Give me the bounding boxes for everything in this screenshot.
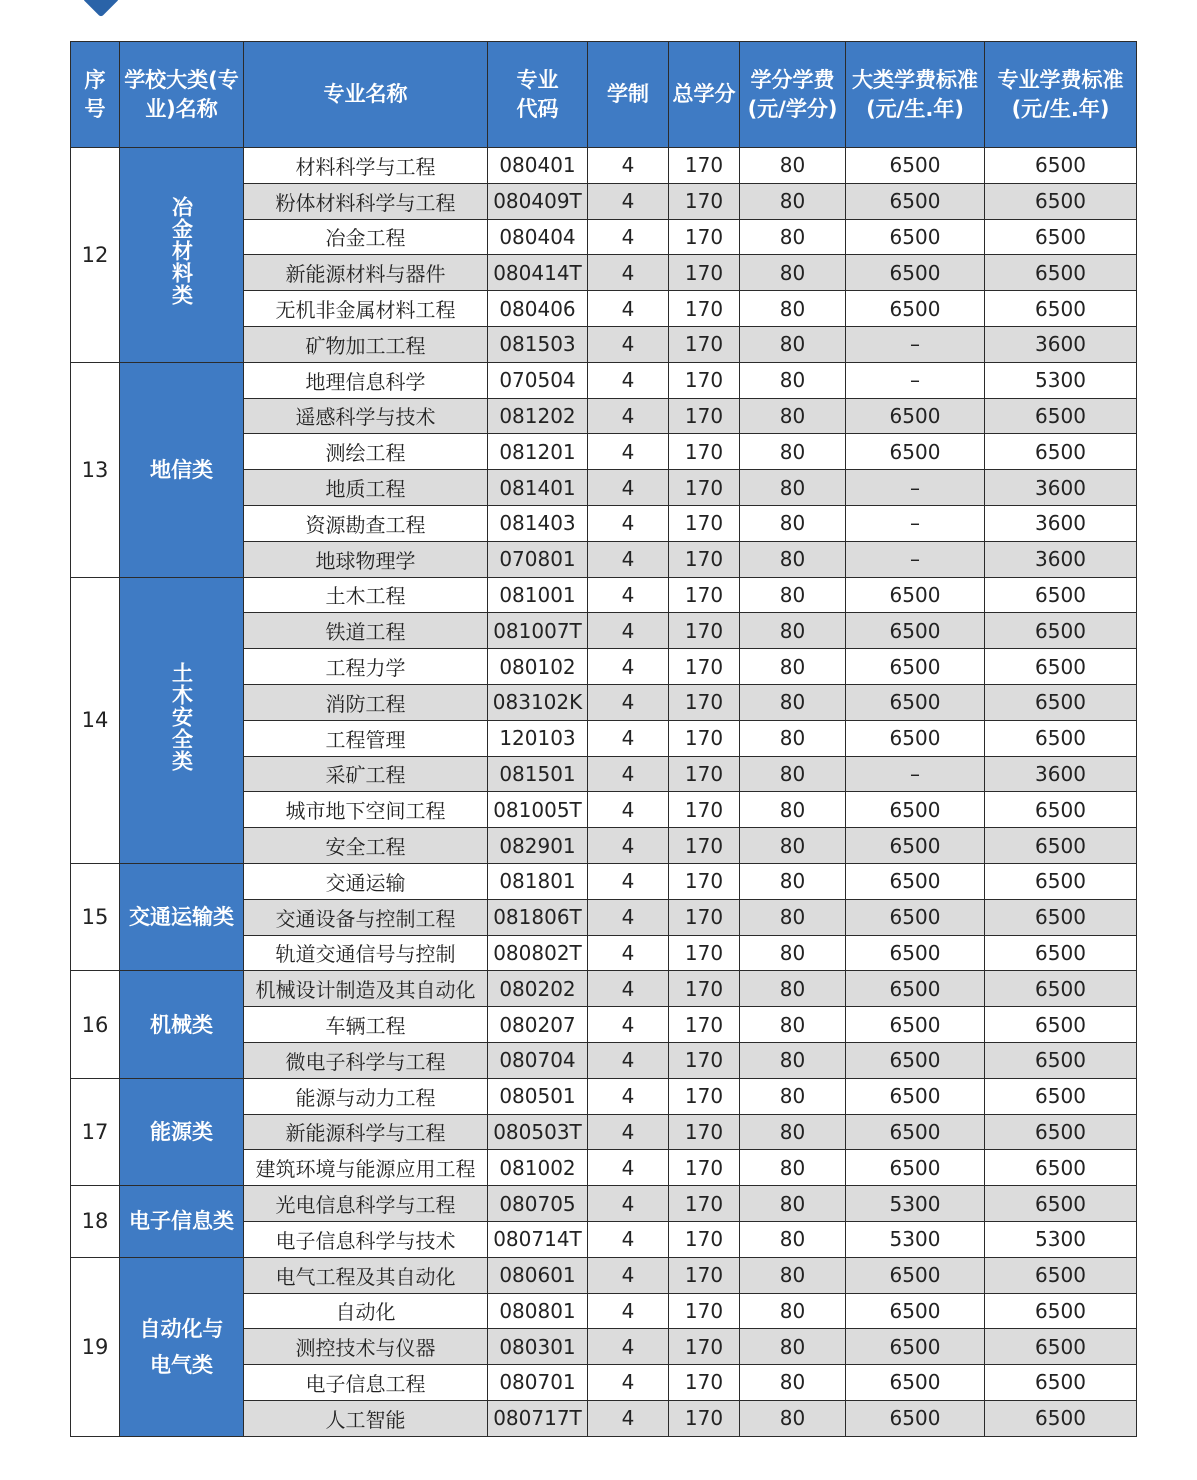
- cell-credit-fee: 80: [740, 362, 846, 398]
- cell-major-fee: 5300: [985, 1221, 1137, 1257]
- cell-duration: 4: [588, 1150, 669, 1186]
- cell-total-credits: 170: [669, 541, 740, 577]
- cell-major-fee: 3600: [985, 541, 1137, 577]
- cell-total-credits: 170: [669, 1293, 740, 1329]
- cell-major-code: 081806T: [488, 899, 588, 935]
- cell-credit-fee: 80: [740, 1400, 846, 1436]
- cell-major-fee: 6500: [985, 1042, 1137, 1078]
- cell-credit-fee: 80: [740, 1078, 846, 1114]
- cell-major-code: 081503: [488, 326, 588, 362]
- cell-major-fee: 6500: [985, 720, 1137, 756]
- header-category-fee: 大类学费标准(元/生.年): [846, 42, 985, 148]
- cell-major-code: 082901: [488, 828, 588, 864]
- cell-major-code: 080705: [488, 1186, 588, 1222]
- group-index: 18: [71, 1186, 120, 1258]
- cell-major-code: 081401: [488, 470, 588, 506]
- cell-major-fee: 6500: [985, 148, 1137, 184]
- cell-major-fee: 6500: [985, 1365, 1137, 1401]
- cell-major-name: 光电信息科学与工程: [244, 1186, 488, 1222]
- cell-category-fee: 6500: [846, 148, 985, 184]
- cell-credit-fee: 80: [740, 720, 846, 756]
- cell-category-fee: 6500: [846, 1042, 985, 1078]
- group-index: 16: [71, 971, 120, 1078]
- table-row: [71, 1257, 1137, 1293]
- cell-major-fee: 6500: [985, 1293, 1137, 1329]
- cell-total-credits: 170: [669, 899, 740, 935]
- cell-major-code: 081202: [488, 398, 588, 434]
- group-category-label: 地信类: [150, 457, 213, 482]
- cell-duration: 4: [588, 1329, 669, 1365]
- cell-total-credits: 170: [669, 434, 740, 470]
- cell-major-code: 080414T: [488, 255, 588, 291]
- cell-category-fee: 6500: [846, 255, 985, 291]
- table-row: [71, 1078, 1137, 1114]
- cell-total-credits: 170: [669, 756, 740, 792]
- cell-total-credits: 170: [669, 470, 740, 506]
- cell-major-code: 080802T: [488, 935, 588, 971]
- cell-major-code: 081001: [488, 577, 588, 613]
- group-index: 12: [71, 148, 120, 363]
- cell-major-fee: 3600: [985, 326, 1137, 362]
- cell-duration: 4: [588, 398, 669, 434]
- group-category: [120, 1257, 244, 1436]
- cell-major-name: 轨道交通信号与控制: [244, 935, 488, 971]
- cell-major-name: 测控技术与仪器: [244, 1329, 488, 1365]
- cell-credit-fee: 80: [740, 792, 846, 828]
- cell-major-name: 地理信息科学: [244, 362, 488, 398]
- cell-major-code: 080202: [488, 971, 588, 1007]
- cell-duration: 4: [588, 1078, 669, 1114]
- cell-category-fee: 5300: [846, 1221, 985, 1257]
- cell-major-code: 081005T: [488, 792, 588, 828]
- group-index: 17: [71, 1078, 120, 1185]
- table-row: [71, 148, 1137, 184]
- cell-major-code: 081801: [488, 863, 588, 899]
- cell-major-code: 080404: [488, 219, 588, 255]
- cell-total-credits: 170: [669, 720, 740, 756]
- cell-credit-fee: 80: [740, 828, 846, 864]
- cell-major-name: 建筑环境与能源应用工程: [244, 1150, 488, 1186]
- cell-category-fee: 6500: [846, 649, 985, 685]
- group-category-label: 机械类: [150, 1012, 213, 1037]
- cell-credit-fee: 80: [740, 148, 846, 184]
- cell-major-code: 083102K: [488, 684, 588, 720]
- cell-major-fee: 6500: [985, 613, 1137, 649]
- cell-total-credits: 170: [669, 863, 740, 899]
- cell-total-credits: 170: [669, 183, 740, 219]
- cell-category-fee: 6500: [846, 1293, 985, 1329]
- cell-major-fee: 6500: [985, 1078, 1137, 1114]
- cell-category-fee: 6500: [846, 219, 985, 255]
- cell-major-name: 工程管理: [244, 720, 488, 756]
- header-total-credits: 总学分: [669, 42, 740, 148]
- cell-major-name: 冶金工程: [244, 219, 488, 255]
- table-row: [71, 863, 1137, 899]
- group-category-label: 交通运输类: [129, 905, 234, 930]
- cell-category-fee: 6500: [846, 792, 985, 828]
- cell-category-fee: 6500: [846, 1257, 985, 1293]
- header-major-fee: 专业学费标准(元/生.年): [985, 42, 1137, 148]
- cell-total-credits: 170: [669, 1329, 740, 1365]
- cell-major-name: 城市地下空间工程: [244, 792, 488, 828]
- cell-category-fee: 6500: [846, 1329, 985, 1365]
- cell-major-fee: 6500: [985, 828, 1137, 864]
- cell-major-code: 070504: [488, 362, 588, 398]
- cell-total-credits: 170: [669, 326, 740, 362]
- cell-total-credits: 170: [669, 291, 740, 327]
- cell-major-name: 无机非金属材料工程: [244, 291, 488, 327]
- cell-credit-fee: 80: [740, 434, 846, 470]
- group-category-label: 能源类: [150, 1119, 213, 1144]
- corner-logo-mark: [83, 0, 120, 17]
- cell-duration: 4: [588, 684, 669, 720]
- cell-credit-fee: 80: [740, 326, 846, 362]
- cell-category-fee: 6500: [846, 1400, 985, 1436]
- cell-duration: 4: [588, 470, 669, 506]
- cell-major-code: 080301: [488, 1329, 588, 1365]
- cell-total-credits: 170: [669, 219, 740, 255]
- table-row: [71, 971, 1137, 1007]
- cell-category-fee: 6500: [846, 828, 985, 864]
- cell-credit-fee: 80: [740, 183, 846, 219]
- cell-major-name: 土木工程: [244, 577, 488, 613]
- cell-credit-fee: 80: [740, 1150, 846, 1186]
- cell-major-code: 081501: [488, 756, 588, 792]
- cell-category-fee: –: [846, 541, 985, 577]
- header-major-code: 专业代码: [488, 42, 588, 148]
- cell-major-fee: 6500: [985, 792, 1137, 828]
- cell-total-credits: 170: [669, 1365, 740, 1401]
- table-row: [71, 362, 1137, 398]
- cell-major-code: 081002: [488, 1150, 588, 1186]
- cell-duration: 4: [588, 291, 669, 327]
- cell-credit-fee: 80: [740, 1114, 846, 1150]
- cell-credit-fee: 80: [740, 577, 846, 613]
- cell-total-credits: 170: [669, 649, 740, 685]
- cell-category-fee: 6500: [846, 1007, 985, 1043]
- cell-total-credits: 170: [669, 398, 740, 434]
- cell-major-fee: 3600: [985, 505, 1137, 541]
- group-category: [120, 1186, 244, 1258]
- cell-duration: 4: [588, 1042, 669, 1078]
- cell-major-name: 测绘工程: [244, 434, 488, 470]
- group-category: [120, 362, 244, 577]
- cell-credit-fee: 80: [740, 649, 846, 685]
- cell-duration: 4: [588, 1293, 669, 1329]
- cell-major-code: 120103: [488, 720, 588, 756]
- header-major-name: 专业名称: [244, 42, 488, 148]
- cell-duration: 4: [588, 1257, 669, 1293]
- cell-total-credits: 170: [669, 362, 740, 398]
- cell-total-credits: 170: [669, 1007, 740, 1043]
- cell-duration: 4: [588, 613, 669, 649]
- cell-major-name: 新能源科学与工程: [244, 1114, 488, 1150]
- cell-major-code: 080401: [488, 148, 588, 184]
- cell-major-name: 资源勘查工程: [244, 505, 488, 541]
- cell-total-credits: 170: [669, 792, 740, 828]
- group-index: 19: [71, 1257, 120, 1436]
- group-category-label: 电子信息类: [129, 1209, 234, 1234]
- cell-major-name: 能源与动力工程: [244, 1078, 488, 1114]
- cell-category-fee: 6500: [846, 1365, 985, 1401]
- cell-major-name: 机械设计制造及其自动化: [244, 971, 488, 1007]
- cell-major-code: 080714T: [488, 1221, 588, 1257]
- cell-credit-fee: 80: [740, 255, 846, 291]
- cell-major-name: 微电子科学与工程: [244, 1042, 488, 1078]
- header-category: 学校大类(专业)名称: [120, 42, 244, 148]
- cell-duration: 4: [588, 935, 669, 971]
- header-duration: 学制: [588, 42, 669, 148]
- cell-duration: 4: [588, 577, 669, 613]
- cell-duration: 4: [588, 1400, 669, 1436]
- cell-credit-fee: 80: [740, 899, 846, 935]
- cell-major-fee: 6500: [985, 398, 1137, 434]
- cell-major-fee: 6500: [985, 935, 1137, 971]
- header-credit-fee: 学分学费(元/学分): [740, 42, 846, 148]
- cell-total-credits: 170: [669, 1042, 740, 1078]
- table-body: [71, 148, 1137, 1437]
- cell-duration: 4: [588, 1221, 669, 1257]
- cell-major-name: 粉体材料科学与工程: [244, 183, 488, 219]
- cell-major-fee: 6500: [985, 1186, 1137, 1222]
- cell-major-name: 人工智能: [244, 1400, 488, 1436]
- cell-major-code: 070801: [488, 541, 588, 577]
- cell-category-fee: 6500: [846, 1114, 985, 1150]
- cell-category-fee: 6500: [846, 613, 985, 649]
- group-category-label: 冶金材料类: [169, 196, 194, 307]
- cell-category-fee: –: [846, 756, 985, 792]
- cell-credit-fee: 80: [740, 756, 846, 792]
- cell-major-name: 交通运输: [244, 863, 488, 899]
- cell-major-code: 080701: [488, 1365, 588, 1401]
- cell-credit-fee: 80: [740, 1221, 846, 1257]
- cell-credit-fee: 80: [740, 1007, 846, 1043]
- cell-major-name: 地质工程: [244, 470, 488, 506]
- cell-major-fee: 6500: [985, 649, 1137, 685]
- group-category: [120, 1078, 244, 1185]
- cell-category-fee: –: [846, 362, 985, 398]
- cell-duration: 4: [588, 863, 669, 899]
- cell-major-fee: 6500: [985, 863, 1137, 899]
- cell-major-name: 铁道工程: [244, 613, 488, 649]
- cell-duration: 4: [588, 326, 669, 362]
- cell-total-credits: 170: [669, 935, 740, 971]
- cell-major-code: 080207: [488, 1007, 588, 1043]
- cell-category-fee: 5300: [846, 1186, 985, 1222]
- cell-total-credits: 170: [669, 1186, 740, 1222]
- group-index: 14: [71, 577, 120, 863]
- cell-credit-fee: 80: [740, 219, 846, 255]
- cell-category-fee: 6500: [846, 398, 985, 434]
- cell-category-fee: 6500: [846, 434, 985, 470]
- cell-major-name: 工程力学: [244, 649, 488, 685]
- cell-duration: 4: [588, 541, 669, 577]
- cell-major-name: 电子信息工程: [244, 1365, 488, 1401]
- cell-major-name: 电子信息科学与技术: [244, 1221, 488, 1257]
- cell-major-code: 080601: [488, 1257, 588, 1293]
- cell-major-fee: 3600: [985, 470, 1137, 506]
- group-category: [120, 971, 244, 1078]
- cell-major-fee: 6500: [985, 971, 1137, 1007]
- cell-credit-fee: 80: [740, 1257, 846, 1293]
- cell-total-credits: 170: [669, 148, 740, 184]
- cell-major-code: 080717T: [488, 1400, 588, 1436]
- cell-duration: 4: [588, 1186, 669, 1222]
- cell-major-name: 遥感科学与技术: [244, 398, 488, 434]
- cell-major-name: 新能源材料与器件: [244, 255, 488, 291]
- cell-credit-fee: 80: [740, 541, 846, 577]
- cell-category-fee: 6500: [846, 577, 985, 613]
- tuition-table: [70, 41, 1137, 1437]
- header-index: 序号: [71, 42, 120, 148]
- cell-major-code: 081007T: [488, 613, 588, 649]
- cell-category-fee: 6500: [846, 291, 985, 327]
- cell-duration: 4: [588, 219, 669, 255]
- cell-category-fee: 6500: [846, 935, 985, 971]
- group-category: [120, 577, 244, 863]
- cell-major-fee: 6500: [985, 434, 1137, 470]
- cell-duration: 4: [588, 828, 669, 864]
- cell-duration: 4: [588, 792, 669, 828]
- cell-total-credits: 170: [669, 577, 740, 613]
- cell-total-credits: 170: [669, 255, 740, 291]
- cell-duration: 4: [588, 255, 669, 291]
- cell-category-fee: 6500: [846, 863, 985, 899]
- cell-duration: 4: [588, 899, 669, 935]
- cell-credit-fee: 80: [740, 935, 846, 971]
- cell-major-name: 安全工程: [244, 828, 488, 864]
- cell-major-name: 消防工程: [244, 684, 488, 720]
- cell-duration: 4: [588, 1114, 669, 1150]
- cell-major-code: 081403: [488, 505, 588, 541]
- cell-major-fee: 6500: [985, 577, 1137, 613]
- cell-total-credits: 170: [669, 505, 740, 541]
- group-category-label: 土木安全类: [169, 661, 194, 772]
- cell-total-credits: 170: [669, 1221, 740, 1257]
- cell-total-credits: 170: [669, 1078, 740, 1114]
- cell-credit-fee: 80: [740, 291, 846, 327]
- cell-major-fee: 6500: [985, 255, 1137, 291]
- cell-major-fee: 6500: [985, 1007, 1137, 1043]
- cell-major-fee: 6500: [985, 684, 1137, 720]
- cell-category-fee: –: [846, 326, 985, 362]
- cell-major-name: 交通设备与控制工程: [244, 899, 488, 935]
- cell-major-fee: 6500: [985, 219, 1137, 255]
- cell-category-fee: 6500: [846, 971, 985, 1007]
- cell-major-name: 矿物加工工程: [244, 326, 488, 362]
- cell-duration: 4: [588, 1007, 669, 1043]
- cell-major-fee: 6500: [985, 183, 1137, 219]
- cell-duration: 4: [588, 183, 669, 219]
- cell-total-credits: 170: [669, 828, 740, 864]
- cell-total-credits: 170: [669, 971, 740, 1007]
- group-index: 13: [71, 362, 120, 577]
- cell-major-code: 080801: [488, 1293, 588, 1329]
- cell-credit-fee: 80: [740, 1365, 846, 1401]
- cell-credit-fee: 80: [740, 398, 846, 434]
- cell-category-fee: 6500: [846, 899, 985, 935]
- cell-credit-fee: 80: [740, 1293, 846, 1329]
- cell-category-fee: 6500: [846, 684, 985, 720]
- cell-duration: 4: [588, 756, 669, 792]
- cell-duration: 4: [588, 971, 669, 1007]
- cell-major-code: 081201: [488, 434, 588, 470]
- cell-category-fee: –: [846, 470, 985, 506]
- cell-credit-fee: 80: [740, 1042, 846, 1078]
- cell-total-credits: 170: [669, 684, 740, 720]
- group-category: [120, 148, 244, 363]
- cell-major-name: 材料科学与工程: [244, 148, 488, 184]
- cell-duration: 4: [588, 720, 669, 756]
- cell-total-credits: 170: [669, 613, 740, 649]
- cell-major-fee: 6500: [985, 1329, 1137, 1365]
- cell-category-fee: 6500: [846, 183, 985, 219]
- cell-major-fee: 6500: [985, 1114, 1137, 1150]
- cell-credit-fee: 80: [740, 1329, 846, 1365]
- table-header-row: [71, 42, 1137, 148]
- cell-credit-fee: 80: [740, 863, 846, 899]
- cell-credit-fee: 80: [740, 684, 846, 720]
- cell-duration: 4: [588, 1365, 669, 1401]
- cell-major-code: 080704: [488, 1042, 588, 1078]
- cell-category-fee: 6500: [846, 1150, 985, 1186]
- cell-major-name: 地球物理学: [244, 541, 488, 577]
- cell-major-code: 080102: [488, 649, 588, 685]
- cell-credit-fee: 80: [740, 470, 846, 506]
- cell-major-fee: 6500: [985, 1257, 1137, 1293]
- cell-total-credits: 170: [669, 1257, 740, 1293]
- cell-total-credits: 170: [669, 1114, 740, 1150]
- cell-major-name: 自动化: [244, 1293, 488, 1329]
- table-row: [71, 577, 1137, 613]
- cell-major-code: 080503T: [488, 1114, 588, 1150]
- cell-major-name: 采矿工程: [244, 756, 488, 792]
- cell-duration: 4: [588, 434, 669, 470]
- cell-major-code: 080501: [488, 1078, 588, 1114]
- cell-duration: 4: [588, 362, 669, 398]
- cell-category-fee: 6500: [846, 1078, 985, 1114]
- group-category: [120, 863, 244, 970]
- cell-major-name: 车辆工程: [244, 1007, 488, 1043]
- cell-major-fee: 6500: [985, 899, 1137, 935]
- cell-category-fee: –: [846, 505, 985, 541]
- cell-major-fee: 6500: [985, 1400, 1137, 1436]
- cell-category-fee: 6500: [846, 720, 985, 756]
- cell-major-code: 080406: [488, 291, 588, 327]
- cell-duration: 4: [588, 148, 669, 184]
- cell-credit-fee: 80: [740, 505, 846, 541]
- cell-major-fee: 6500: [985, 1150, 1137, 1186]
- cell-total-credits: 170: [669, 1150, 740, 1186]
- cell-credit-fee: 80: [740, 1186, 846, 1222]
- cell-total-credits: 170: [669, 1400, 740, 1436]
- table-row: [71, 1186, 1137, 1222]
- cell-duration: 4: [588, 505, 669, 541]
- cell-major-fee: 5300: [985, 362, 1137, 398]
- group-category-label: 自动化与电气类: [139, 1316, 224, 1377]
- cell-major-fee: 6500: [985, 291, 1137, 327]
- cell-duration: 4: [588, 649, 669, 685]
- cell-major-fee: 3600: [985, 756, 1137, 792]
- cell-credit-fee: 80: [740, 613, 846, 649]
- group-index: 15: [71, 863, 120, 970]
- cell-major-name: 电气工程及其自动化: [244, 1257, 488, 1293]
- cell-major-code: 080409T: [488, 183, 588, 219]
- cell-credit-fee: 80: [740, 971, 846, 1007]
